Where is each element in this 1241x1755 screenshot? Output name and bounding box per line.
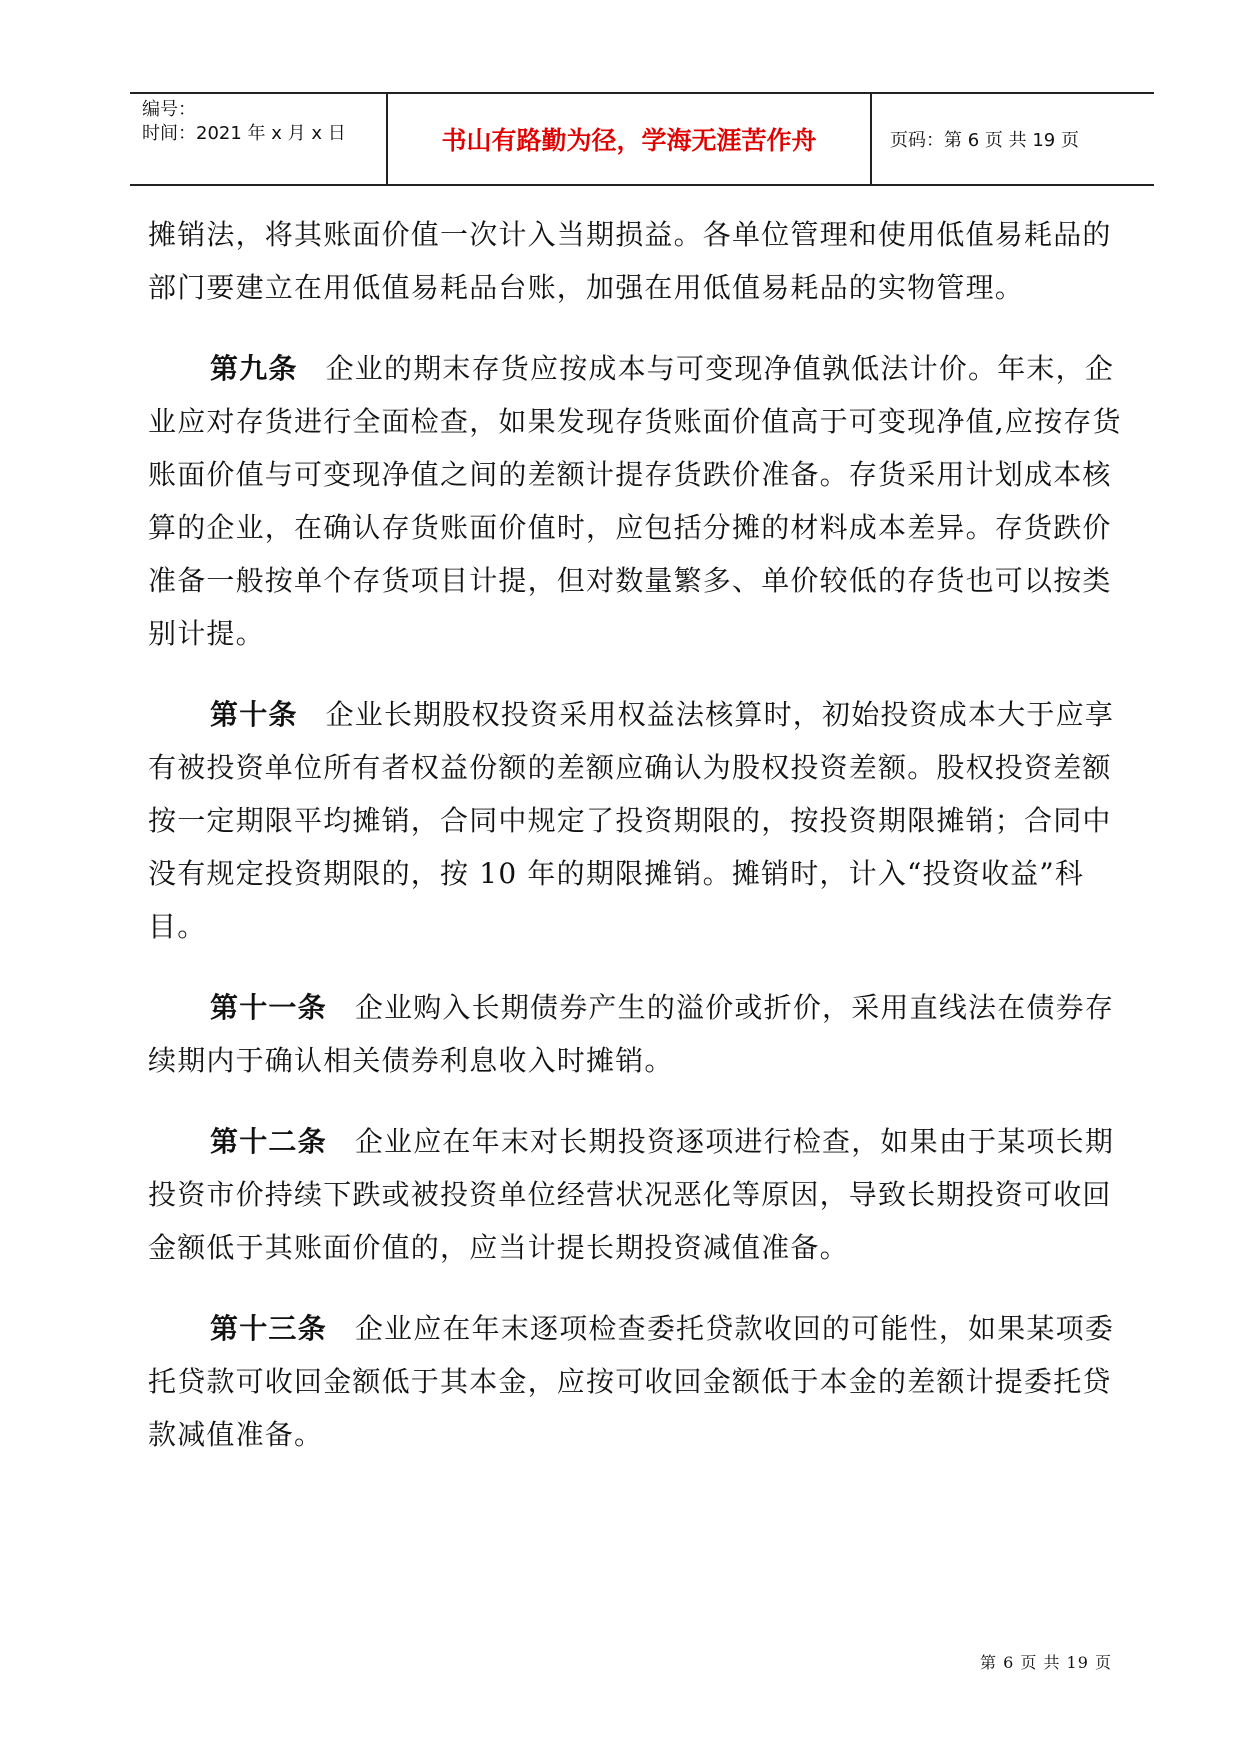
- article-title: 第十三条: [210, 1312, 327, 1345]
- article-title: 第十一条: [210, 991, 327, 1024]
- article-paragraph: [148, 1302, 1138, 1461]
- page-code-text: 页码：第 6 页 共 19 页: [890, 130, 1079, 151]
- header-meta: [130, 94, 388, 184]
- paragraph-text: 摊销法，将其账面价值一次计入当期损益。各单位管理和使用低值易耗品的部门要建立在用低值易耗品台账，加强在用低值易耗品的实物管理。: [148, 218, 1112, 304]
- paragraph: [148, 208, 1138, 314]
- article-paragraph: [148, 981, 1138, 1087]
- article-paragraph: [148, 688, 1138, 953]
- article-text: 企业应在年末逐项检查委托贷款收回的可能性，如果某项委托贷款可收回金额低于其本金，应按可收回金额低于本金的差额计提委托贷款减值准备。: [148, 1312, 1115, 1451]
- document-header: [130, 92, 1154, 186]
- article-title: 第九条: [210, 352, 298, 385]
- article-text: 企业长期股权投资采用权益法核算时，初始投资成本大于应享有被投资单位所有者权益份额的差额应确认为股权投资差额。股权投资差额按一定期限平均摊销，合同中规定了投资期限的，按投资期限摊销；合同中没有规定投资期限的，按 10 年的期限摊销。摊销时，计入“投资收益”科目。: [148, 698, 1115, 943]
- header-page-code: [872, 94, 1154, 184]
- article-text: 企业购入长期债券产生的溢价或折价，采用直线法在债券存续期内于确认相关债券利息收入时摊销。: [148, 991, 1115, 1077]
- article-title: 第十二条: [210, 1125, 327, 1158]
- doc-number-label: 编号：: [142, 99, 196, 120]
- article-paragraph: [148, 342, 1138, 660]
- article-text: 企业的期末存货应按成本与可变现净值孰低法计价。年末，企业应对存货进行全面检查，如果发现存货账面价值高于可变现净值,应按存货账面价值与可变现净值之间的差额计提存货跌价准备。存货采用计划成本核算的企业，在确认存货账面价值时，应包括分摊的材料成本差异。存货跌价准备一般按单个存货项目计提，但对数量繁多、单价较低的存货也可以按类别计提。: [148, 352, 1122, 650]
- motto-text: 书山有路勤为径，学海无涯苦作舟: [441, 126, 817, 155]
- page-footer: [980, 1650, 1112, 1673]
- doc-time-label: 时间：2021 年 x 月 x 日: [142, 123, 346, 144]
- article-text: 企业应在年末对长期投资逐项进行检查，如果由于某项长期投资市价持续下跌或被投资单位经营状况恶化等原因，导致长期投资可收回金额低于其账面价值的，应当计提长期投资减值准备。: [148, 1125, 1115, 1264]
- document-body: [148, 208, 1138, 1489]
- footer-page-info: 第 6 页 共 19 页: [980, 1653, 1112, 1672]
- article-paragraph: [148, 1115, 1138, 1274]
- article-title: 第十条: [210, 698, 298, 731]
- header-motto: [388, 94, 872, 184]
